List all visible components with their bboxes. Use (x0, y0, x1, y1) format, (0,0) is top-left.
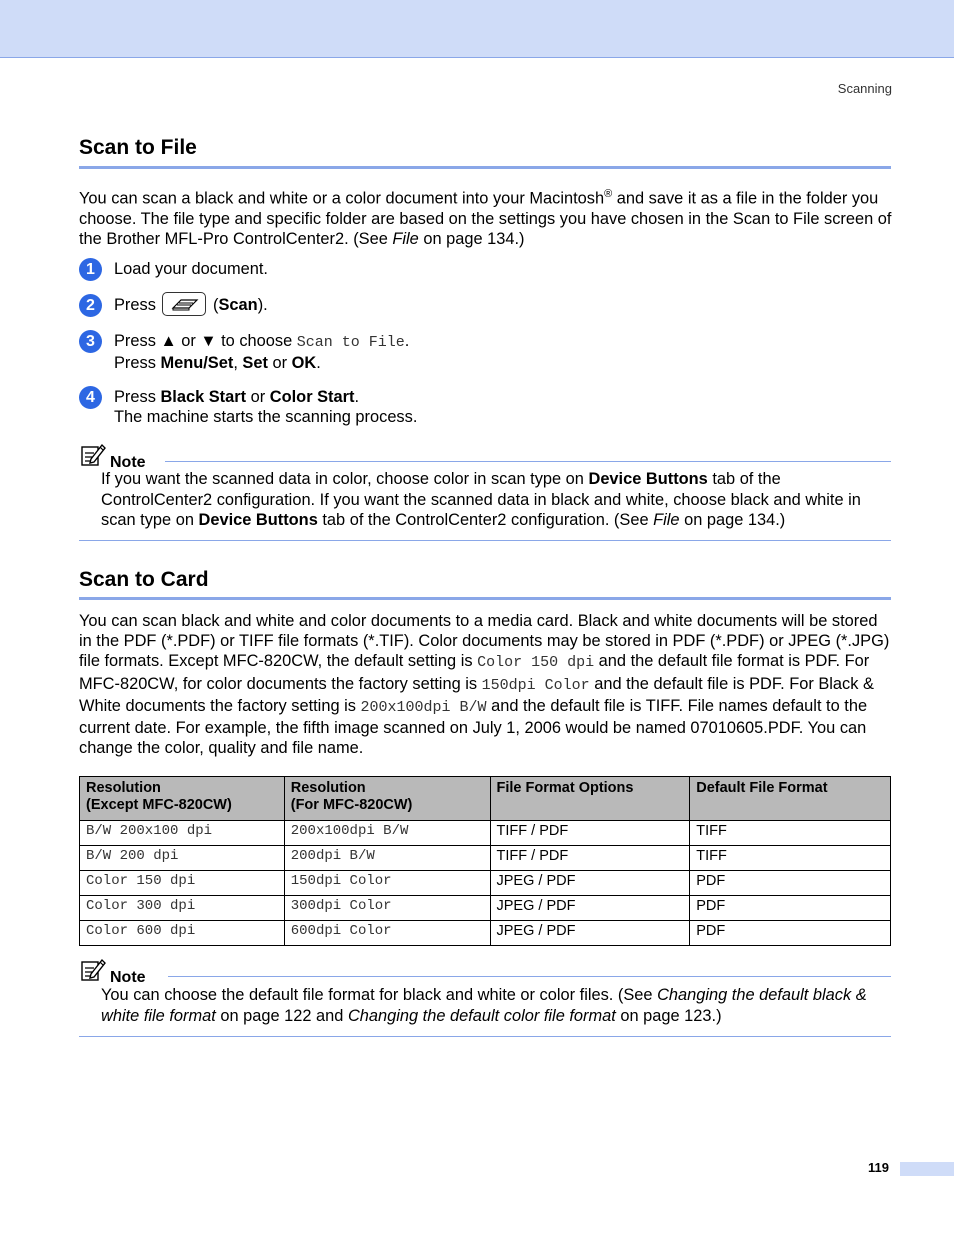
table-cell: 600dpi Color (284, 921, 490, 946)
note-label: Note (110, 454, 146, 471)
table-row (80, 921, 891, 946)
table-header-cell: Default File Format (690, 777, 891, 821)
step-text: Load your document. (114, 260, 268, 278)
table-cell: 300dpi Color (284, 896, 490, 921)
step-number-badge: 3 (79, 330, 102, 353)
table-header-cell: Resolution (For MFC-820CW) (284, 777, 490, 821)
step-number-badge: 2 (79, 294, 102, 317)
table-cell: 150dpi Color (284, 871, 490, 896)
note-label: Note (110, 969, 146, 986)
section-rule (79, 597, 891, 600)
note-pencil-icon (80, 958, 106, 987)
table-cell: TIFF / PDF (490, 846, 690, 871)
table-row (80, 846, 891, 871)
page-tab (900, 1162, 954, 1176)
table-cell: Color 300 dpi (80, 896, 285, 921)
table-cell: JPEG / PDF (490, 921, 690, 946)
step-text: Press Black Start or Color Start. The machine starts the scanning process. (114, 388, 418, 427)
table-cell: TIFF / PDF (490, 821, 690, 846)
intro-paragraph: You can scan a black and white or a color document into your Macintosh® and save it as a file in the folder you choose. The file type and specific folder are based on the settings you have chosen in the Scan to File screen of the Brother MFL-Pro ControlCenter2. (See File on page 134.) (79, 188, 892, 248)
step-text: Press ▲ or ▼ to choose Scan to File. Press Menu/Set, Set or OK. (114, 332, 410, 373)
section-rule (79, 166, 891, 169)
intro-paragraph: You can scan black and white and color documents to a media card. Black and white documents will be stored in the PDF (*.PDF) or TIFF file formats (*.TIF). Color documents may be stored in PDF (*.PDF) or JPEG (*.JPG) file formats. Except MFC-820CW, the default setting is Color 150 dpi and the default file format is PDF. For MFC-820CW, for color documents the factory setting is 150dpi Color and the default file is PDF. For Black & White documents the factory setting is 200x100dpi B/W and the default file is TIFF. File names default to the current date. For example, the fifth image scanned on July 1, 2006 would be named 07010605.PDF. You can change the color, quality and file name. (79, 612, 890, 758)
table-cell: Color 150 dpi (80, 871, 285, 896)
table-header-cell: Resolution (Except MFC-820CW) (80, 777, 285, 821)
table-cell: PDF (690, 896, 891, 921)
table-header-cell: File Format Options (490, 777, 690, 821)
note-rule-bottom (79, 540, 891, 541)
section-title-scan-to-card: Scan to Card (79, 568, 209, 591)
note-rule-top (165, 461, 891, 462)
table-header-row (80, 777, 891, 821)
note-rule-top (168, 976, 891, 977)
table-cell: Color 600 dpi (80, 921, 285, 946)
resolution-table (79, 776, 891, 946)
table-cell: 200dpi B/W (284, 846, 490, 871)
table-cell: 200x100dpi B/W (284, 821, 490, 846)
step-number-badge: 4 (79, 386, 102, 409)
note-header (80, 443, 146, 472)
table-cell: B/W 200x100 dpi (80, 821, 285, 846)
table-cell: B/W 200 dpi (80, 846, 285, 871)
step-number-badge: 1 (79, 258, 102, 281)
scan-key-icon (162, 292, 206, 316)
note-body: You can choose the default file format for black and white or color files. (See Changing the default black & white file format on page 122 and Changing the default color file format on page 123.) (101, 986, 867, 1025)
running-title: Scanning (837, 81, 892, 96)
table-cell: JPEG / PDF (490, 871, 690, 896)
note-pencil-icon (80, 443, 106, 472)
table-cell: PDF (690, 921, 891, 946)
section-title-scan-to-file: Scan to File (79, 136, 197, 159)
page-number: 119 (868, 1160, 889, 1175)
header-band (0, 0, 954, 58)
table-cell: JPEG / PDF (490, 896, 690, 921)
table-row (80, 871, 891, 896)
step-text: Press (Scan). (114, 295, 874, 316)
table-cell: PDF (690, 871, 891, 896)
table-row (80, 821, 891, 846)
note-header (80, 958, 146, 987)
table-cell: TIFF (690, 821, 891, 846)
note-body: If you want the scanned data in color, choose color in scan type on Device Buttons tab of the ControlCenter2 configuration. If you want the scanned data in black and white, choose black and white in scan type on Device Buttons tab of the ControlCenter2 configuration. (See File on page 134.) (101, 470, 861, 529)
table-row (80, 896, 891, 921)
note-rule-bottom (79, 1036, 891, 1037)
table-cell: TIFF (690, 846, 891, 871)
